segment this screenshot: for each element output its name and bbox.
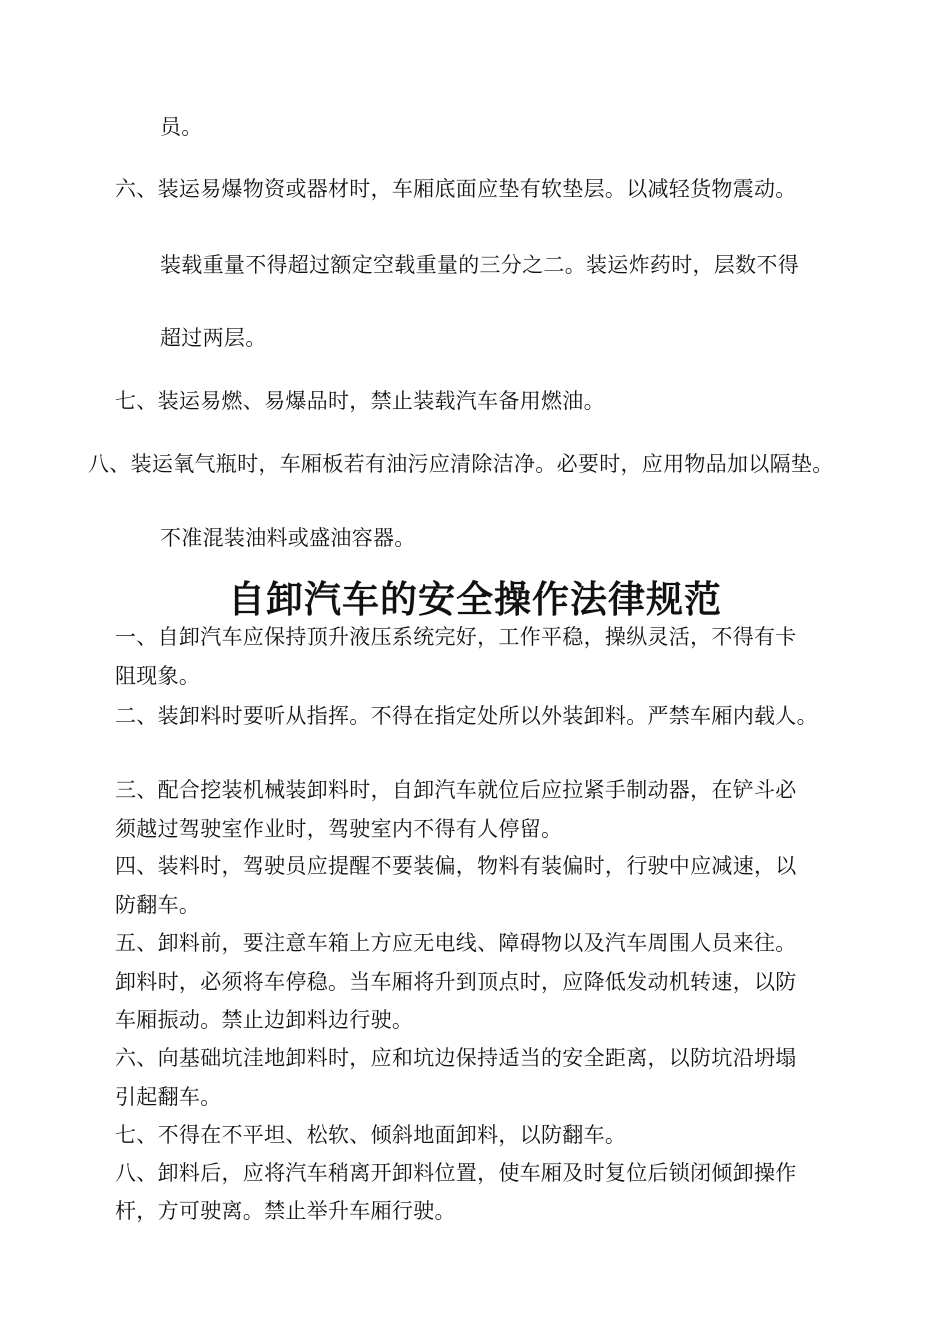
paragraph-line: 须越过驾驶室作业时，驾驶室内不得有人停留。 xyxy=(115,817,563,841)
paragraph-line: 三、配合挖装机械装卸料时，自卸汽车就位后应拉紧手制动器，在铲斗必 xyxy=(115,778,797,802)
paragraph-line: 不准混装油料或盛油容器。 xyxy=(160,526,416,550)
paragraph-line: 二、装卸料时要听从指挥。不得在指定处所以外装卸料。严禁车厢内载人。 xyxy=(115,704,818,728)
paragraph-line: 引起翻车。 xyxy=(115,1085,222,1109)
paragraph-line: 一、自卸汽车应保持顶升液压系统完好，工作平稳，操纵灵活，不得有卡 xyxy=(115,625,797,649)
paragraph-line: 阻现象。 xyxy=(115,664,201,688)
paragraph-line: 装载重量不得超过额定空载重量的三分之二。装运炸药时，层数不得 xyxy=(160,253,799,277)
paragraph-line: 八、装运氧气瓶时，车厢板若有油污应清除洁净。必要时，应用物品加以隔垫。 xyxy=(88,452,834,476)
paragraph-line: 四、装料时，驾驶员应提醒不要装偏，物料有装偏时，行驶中应减速，以 xyxy=(115,854,797,878)
section-title: 自卸汽车的安全操作法律规范 xyxy=(228,578,722,621)
paragraph-line: 七、装运易燃、易爆品时，禁止装载汽车备用燃油。 xyxy=(115,389,605,413)
paragraph-line: 杆，方可驶离。禁止举升车厢行驶。 xyxy=(115,1199,456,1223)
paragraph-line: 车厢振动。禁止边卸料边行驶。 xyxy=(115,1008,414,1032)
paragraph-line: 七、不得在不平坦、松软、倾斜地面卸料，以防翻车。 xyxy=(115,1123,627,1147)
paragraph-line: 防翻车。 xyxy=(115,893,201,917)
paragraph-line: 卸料时，必须将车停稳。当车厢将升到顶点时，应降低发动机转速，以防 xyxy=(115,970,797,994)
paragraph-line: 六、向基础坑洼地卸料时，应和坑边保持适当的安全距离，以防坑沿坍塌 xyxy=(115,1046,797,1070)
paragraph-line: 五、卸料前，要注意车箱上方应无电线、障碍物以及汽车周围人员来往。 xyxy=(115,931,797,955)
paragraph-line: 六、装运易爆物资或器材时，车厢底面应垫有软垫层。以减轻货物震动。 xyxy=(115,177,797,201)
paragraph-line: 超过两层。 xyxy=(160,326,267,350)
paragraph-line: 八、卸料后，应将汽车稍离开卸料位置，使车厢及时复位后锁闭倾卸操作 xyxy=(115,1161,797,1185)
paragraph-line: 员。 xyxy=(160,115,203,139)
